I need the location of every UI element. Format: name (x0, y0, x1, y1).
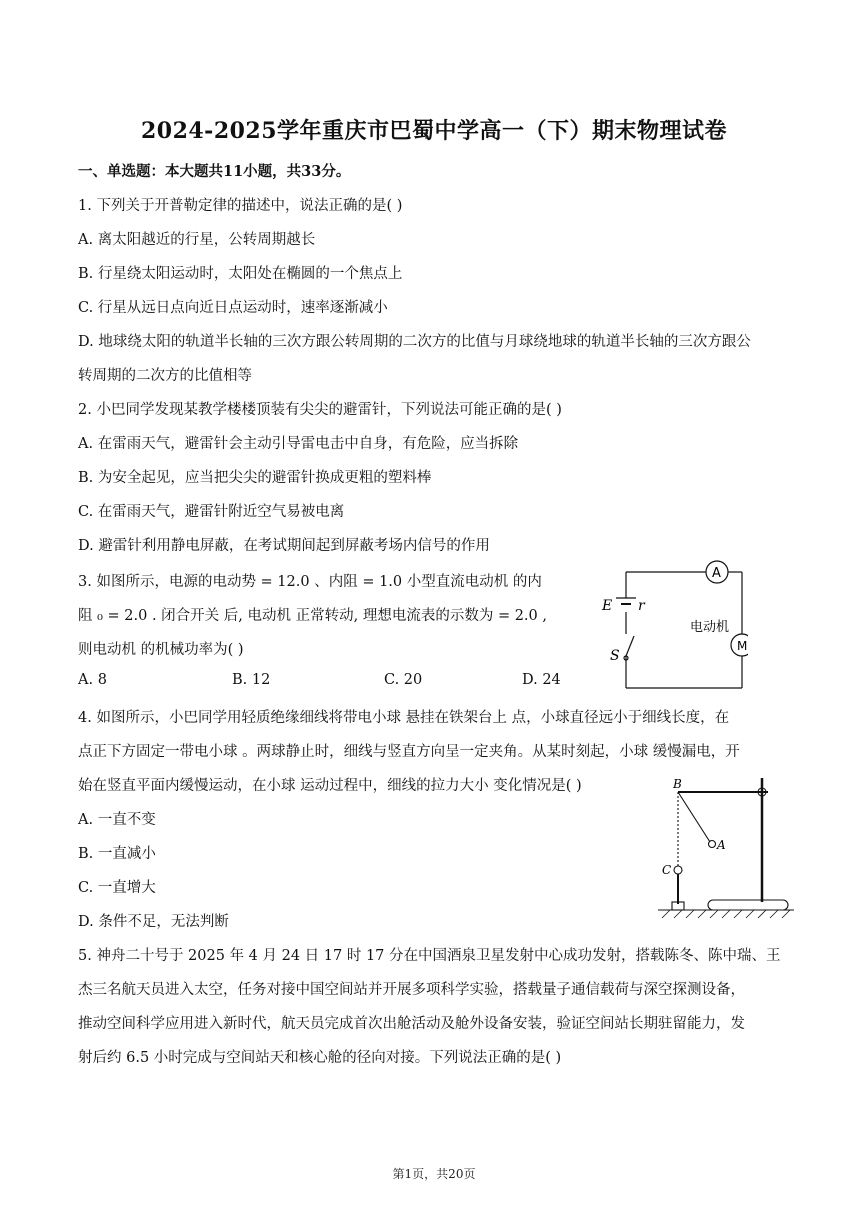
q4-stem-line2: 点正下方固定一带电小球 。两球静止时，细线与竖直方向呈一定夹角。从某时刻起，小球 缓慢漏电，开 (78, 744, 740, 760)
page-footer: 第1页，共20页 (392, 1167, 476, 1181)
switch-label: S (610, 648, 620, 664)
q3-stem-line3: 则电动机 的机械功率为( ) (78, 642, 244, 658)
q4-stem-line1: 4. 如图所示，小巴同学用轻质绝缘细线将带电小球 悬挂在铁架台上 点，小球直径远小于细线长度，在 (78, 710, 730, 726)
q3-option-d: D. 24 (522, 672, 561, 688)
q4-option-c: C. 一直增大 (78, 880, 156, 896)
q3-stem-line2: 阻 ₀ = 2.0 . 闭合开关 后, 电动机 正常转动, 理想电流表的示数为 = 2.0 , (78, 608, 547, 624)
q5-stem-line4: 射后约 6.5 小时完成与空间站天和核心舱的径向对接。下列说法正确的是( ) (78, 1050, 562, 1066)
q5-stem-line2: 杰三名航天员进入太空，任务对接中国空间站并开展多项科学实验，搭载量子通信载荷与深空探测设备， (78, 982, 745, 998)
q4-stand-figure (656, 772, 796, 920)
q4-option-b: B. 一直减小 (78, 846, 156, 862)
q1-option-c: C. 行星从远日点向近日点运动时，速率逐渐减小 (78, 300, 388, 316)
emf-label: E (602, 598, 613, 614)
ball-a-icon (709, 841, 716, 848)
q1-option-d-cont: 转周期的二次方的比值相等 (78, 368, 252, 384)
q2-option-b: B. 为安全起见，应当把尖尖的避雷针换成更粗的塑料棒 (78, 470, 432, 486)
q3-option-a: A. 8 (78, 672, 107, 688)
q5-stem-line3: 推动空间科学应用进入新时代，航天员完成首次出舱活动及舱外设备安装，验证空间站长期驻留能力，发 (78, 1016, 745, 1032)
q4-option-a: A. 一直不变 (78, 812, 156, 828)
ammeter-label: A (712, 566, 721, 581)
q3-option-b: B. 12 (232, 672, 271, 688)
q1-stem: 1. 下列关于开普勒定律的描述中，说法正确的是( ) (78, 198, 403, 214)
q3-stem-line1: 3. 如图所示，电源的电动势 = 12.0 、内阻 = 1.0 小型直流电动机 的内 (78, 574, 542, 590)
q4-option-d: D. 条件不足，无法判断 (78, 914, 229, 930)
q4-stem-line3: 始在竖直平面内缓慢运动，在小球 运动过程中，细线的拉力大小 变化情况是( ) (78, 778, 582, 794)
internal-resistance-label: r (638, 598, 645, 614)
q1-option-a: A. 离太阳越近的行星，公转周期越长 (78, 232, 316, 248)
ball-c-icon (674, 866, 682, 874)
point-b-label: B (673, 777, 682, 791)
q2-option-c: C. 在雷雨天气，避雷针附近空气易被电离 (78, 504, 345, 520)
page-title: 2024-2025学年重庆市巴蜀中学高一（下）期末物理试卷 (140, 118, 728, 144)
q3-circuit-figure (596, 560, 748, 694)
q3-option-c: C. 20 (384, 672, 423, 688)
q5-stem-line1: 5. 神舟二十号于 2025 年 4 月 24 日 17 时 17 分在中国酒泉卫星发射中心成功发射，搭载陈冬、陈中瑞、王 (78, 948, 781, 964)
q1-option-d: D. 地球绕太阳的轨道半长轴的三次方跟公转周期的二次方的比值与月球绕地球的轨道半长轴的三次方跟公 (78, 334, 751, 350)
q2-stem: 2. 小巴同学发现某教学楼楼顶装有尖尖的避雷针，下列说法可能正确的是( ) (78, 402, 562, 418)
ball-a-label: A (717, 838, 726, 852)
q2-option-a: A. 在雷雨天气，避雷针会主动引导雷电击中自身，有危险，应当拆除 (78, 436, 519, 452)
motor-label: 电动机 (690, 620, 730, 635)
q2-option-d: D. 避雷针利用静电屏蔽，在考试期间起到屏蔽考场内信号的作用 (78, 538, 490, 554)
section-heading: 一、单选题：本大题共11小题，共33分。 (78, 163, 351, 180)
q1-option-b: B. 行星绕太阳运动时，太阳处在椭圆的一个焦点上 (78, 266, 403, 282)
motor-symbol: M (737, 639, 748, 653)
ball-c-label: C (662, 863, 672, 877)
